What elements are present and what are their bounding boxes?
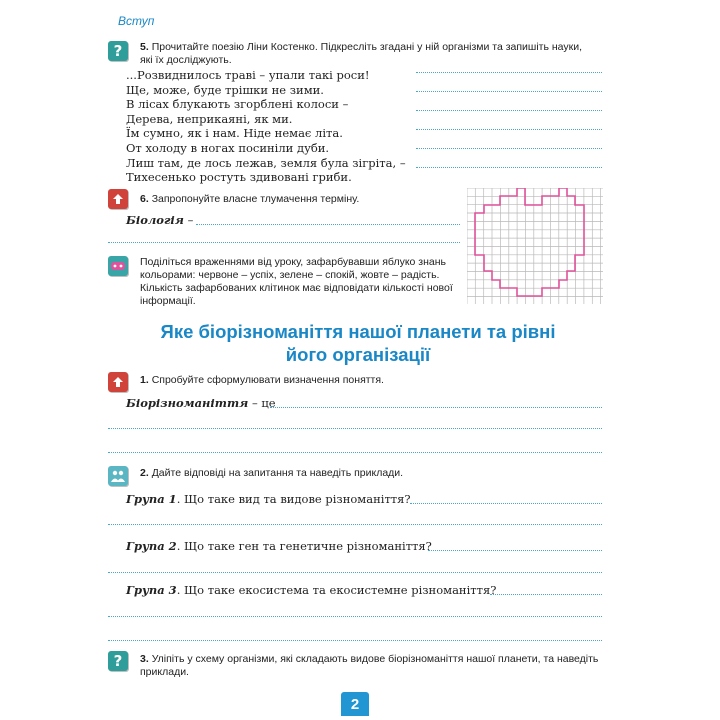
poem-line: Їм сумно, як і нам. Ніде немає літа.: [126, 126, 343, 141]
task-5-text: Прочитайте поезію Ліни Костенко. Підкресліть згадані у ній організми та запишіть науки, які їх досліджують.: [140, 41, 583, 66]
answer-line[interactable]: [410, 503, 602, 504]
answer-line[interactable]: [416, 91, 602, 92]
group-label: Група 3: [126, 583, 177, 597]
reflection-text: Поділіться враженнями від уроку, зафарбувавши яблуко знань кольорами: червоне – успіх, зелене – спокій, жовте – радість. Кількість зафарбованих клітинок має відповідати кількості нової інформації.: [140, 256, 453, 307]
apple-grid[interactable]: [467, 188, 603, 304]
poem-line: От холоду в ногах посиніли дуби.: [126, 140, 330, 155]
term-label: Біорізноманіття: [126, 396, 249, 410]
upload-icon: [108, 372, 128, 392]
answer-line[interactable]: [108, 428, 602, 429]
task-3-prompt: [140, 653, 605, 679]
svg-text:?: ?: [113, 653, 123, 669]
answer-line[interactable]: [108, 640, 602, 641]
term-suffix: – це: [251, 396, 276, 410]
group-2-question: [126, 539, 432, 553]
poem-line: Тихесенько ростуть здивовані гриби.: [126, 170, 352, 185]
answer-line[interactable]: [490, 594, 602, 595]
section-header: Вступ: [118, 14, 155, 28]
poem-line: Дерева, неприкаяні, як ми.: [126, 111, 293, 126]
task-1-number: 1.: [140, 374, 149, 386]
poem-line: В лісах блукають згорблені колоси –: [126, 97, 349, 112]
answer-line[interactable]: [416, 167, 602, 168]
poem-line: Ще, може, буде трішки не зими.: [126, 82, 324, 97]
question-icon: [108, 41, 128, 61]
answer-line[interactable]: [428, 550, 602, 551]
question-icon: [108, 651, 128, 671]
task-5-number: 5.: [140, 41, 149, 53]
term-label: Біологія: [126, 213, 184, 227]
task-1-text: Спробуйте сформулювати визначення поняття.: [151, 374, 384, 386]
group-3-question: [126, 583, 496, 597]
answer-line[interactable]: [416, 72, 602, 73]
task-1-prompt: [140, 374, 540, 387]
task-2-prompt: [140, 467, 560, 480]
task-6-prompt: [140, 193, 460, 206]
group-label: Група 2: [126, 539, 177, 553]
answer-line[interactable]: [416, 129, 602, 130]
task-2-number: 2.: [140, 467, 149, 479]
group-question: . Що таке вид та видове різноманіття?: [176, 492, 411, 506]
task-3-text: Уліпіть у схему організми, які складають видове біорізноманіття нашої планети, та наведіть приклади.: [140, 653, 599, 678]
task-6-number: 6.: [140, 193, 149, 205]
poem-line: ...Розвиднилось траві – упали такі роси!: [126, 68, 370, 82]
task-6-text: Запропонуйте власне тлумачення терміну.: [151, 193, 360, 205]
answer-line[interactable]: [416, 148, 602, 149]
page-title: [118, 320, 598, 366]
upload-icon: [108, 189, 128, 209]
people-icon: [108, 466, 128, 486]
task-5-prompt: [140, 41, 590, 67]
answer-line[interactable]: [108, 524, 602, 525]
group-question: . Що таке ген та генетичне різноманіття?: [176, 539, 432, 553]
poem-line: Лиш там, де лось лежав, земля була зігріта, –: [126, 155, 406, 170]
title-line-2: його організації: [285, 344, 431, 365]
answer-line[interactable]: [108, 572, 602, 573]
reflection-icon: [108, 256, 128, 276]
answer-line[interactable]: [108, 616, 602, 617]
term-dash: –: [187, 213, 194, 227]
task-3-number: 3.: [140, 653, 149, 665]
svg-text:?: ?: [113, 43, 123, 59]
page-number: 2: [341, 692, 369, 716]
answer-line[interactable]: [270, 407, 602, 408]
group-1-question: [126, 492, 411, 506]
group-question: . Що таке екосистема та екосистемне різноманіття?: [176, 583, 497, 597]
group-label: Група 1: [126, 492, 177, 506]
answer-line[interactable]: [108, 242, 460, 243]
task-2-text: Дайте відповіді на запитання та наведіть приклади.: [151, 467, 404, 479]
term-biology: [126, 213, 193, 227]
title-line-1: Яке біорізноманіття нашої планети та рівні: [160, 321, 556, 342]
answer-line[interactable]: [196, 224, 460, 225]
poem: [126, 68, 406, 185]
term-biodiversity: [126, 396, 276, 410]
answer-line[interactable]: [416, 110, 602, 111]
answer-line[interactable]: [108, 452, 602, 453]
